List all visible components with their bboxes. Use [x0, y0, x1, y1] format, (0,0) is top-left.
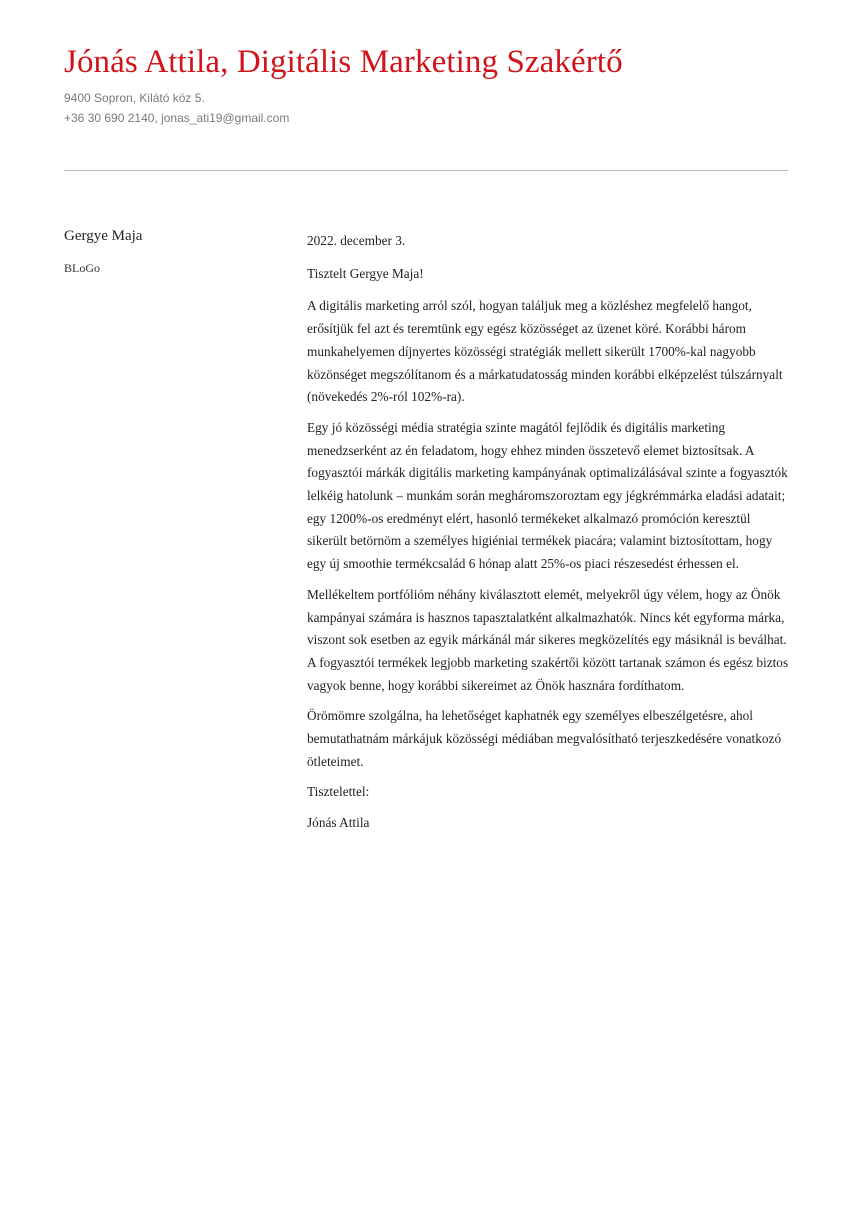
letter-date: 2022. december 3. [307, 233, 406, 248]
letter-signature: Jónás Attila [307, 815, 370, 831]
header-divider [64, 170, 788, 171]
sender-phone-email: +36 30 690 2140, jonas_ati19@gmail.com [64, 111, 290, 125]
letter-salutation: Tisztelt Gergye Maja! [307, 265, 424, 281]
letter-header [64, 40, 788, 128]
letter-closing: Tisztelettel: [307, 784, 370, 800]
letter-body [307, 230, 789, 843]
letter-paragraph: A digitális marketing arról szól, hogyan találjuk meg a közléshez megfelelő hangot, erősítjük fel azt és teremtünk egy egész közösséget az üzenet köré. Korábbi három munkahelyemen díjnyertes közösségi stratégiák mellett sikerült 1700%-kal nagyobb közönséget megszólítanom és a márkatudatosság minden korábbi elképzelést túlszárnyalt (növekedés 2%-ról 102%-ra). [307, 298, 783, 405]
sender-address: 9400 Sopron, Kilátó köz 5. [64, 91, 205, 105]
contact-info [64, 88, 788, 128]
recipient-name: Gergye Maja [64, 228, 143, 244]
letter-paragraph: Örömömre szolgálna, ha lehetőséget kaphatnék egy személyes elbeszélgetésre, ahol bemutathatnám márkájuk közösségi médiában megvalósítható terjeszkedésére vonatkozó ötleteimet. [307, 708, 782, 769]
recipient-company: BLoGo [64, 261, 100, 275]
recipient-block [64, 226, 284, 276]
letter-paragraph: Mellékeltem portfólióm néhány kiválasztott elemét, melyekről úgy vélem, hogy az Önök kampányai számára is hasznos tapasztalatként alkalmazhatók. Nincs két egyforma márka, viszont sok esetben az egyik márkánál már sikeres megközelítés egy másiknál is beválhat. A fogyasztói termékek legjobb marketing szakértői között tartanak számon és egész biztos vagyok benne, hogy korábbi sikereimet az Önök hasznára fordíthatom. [307, 586, 789, 693]
page-title: Jónás Attila, Digitális Marketing Szakértő [64, 44, 623, 80]
letter-paragraph: Egy jó közösségi média stratégia szinte magától fejlődik és digitális marketing menedzserként az én feladatom, hogy ehhez minden összetevő elemet biztosítsak. A fogyasztói márkák digitális marketing kampányának optimalizálásával szinte a fogyasztók lelkéig hatolunk – munkám során megháromszoroztam egy jégkrémmárka eladási adatait; egy 1200%-os eredményt elért, hasonló termékeket alkalmazó promóción keresztül sikerült betörnöm a személyes higiéniai termékek piacára; valamint biztosítottam, hogy egy új smoothie termékcsalád 6 hónap alatt 25%-os piaci részesedést érhessen el. [307, 419, 788, 572]
